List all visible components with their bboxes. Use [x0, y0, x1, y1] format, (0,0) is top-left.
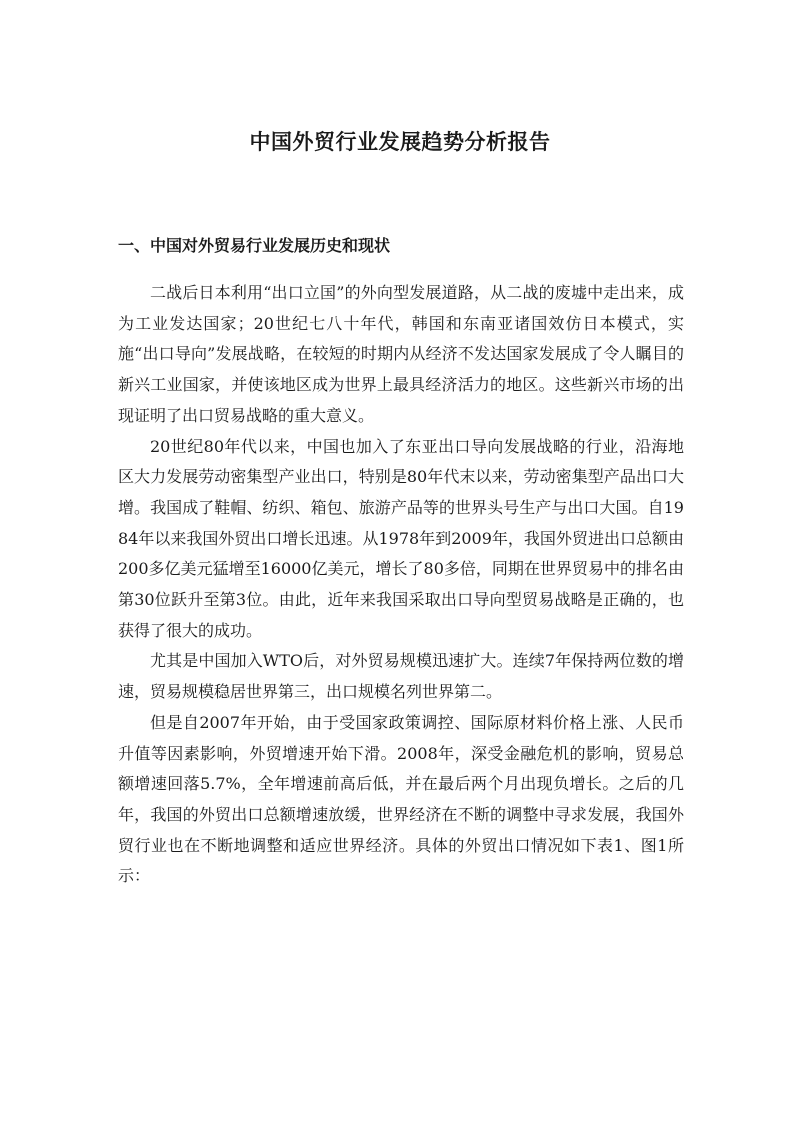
paragraph-1: 二战后日本利用“出口立国”的外向型发展道路，从二战的废墟中走出来，成为工业发达国家；20世纪七八十年代，韩国和东南亚诸国效仿日本模式，实施“出口导向”发展战略，在较短的时期内从经济不发达国家发展成了令人瞩目的新兴工业国家，并使该地区成为世界上最具经济活力的地区。这些新兴市场的出现证明了出口贸易战略的重大意义。: [118, 283, 684, 425]
paragraph-2: 20世纪80年代以来，中国也加入了东亚出口导向发展战略的行业，沿海地区大力发展劳动密集型产业出口，特别是80年代末以来，劳动密集型产品出口大增。我国成了鞋帽、纺织、箱包、旅游产品等的世界头号生产与出口大国。自1984年以来我国外贸出口增长迅速。从1978年到2009年，我国外贸进出口总额由200多亿美元猛增至16000亿美元，增长了80多倍，同期在世界贸易中的排名由第30位跃升至第3位。由此，近年来我国采取出口导向型贸易战略是正确的，也获得了很大的成功。: [118, 436, 684, 640]
document-title: 中国外贸行业发展趋势分析报告: [249, 129, 551, 154]
paragraph-4: 但是自2007年开始，由于受国家政策调控、国际原材料价格上涨、人民币升值等因素影响，外贸增速开始下滑。2008年，深受金融危机的影响，贸易总额增速回落5.7%，全年增速前高后低，并在最后两个月出现负增长。之后的几年，我国的外贸出口总额增速放缓，世界经济在不断的调整中寻求发展，我国外贸行业也在不断地调整和适应世界经济。具体的外贸出口情况如下表1、图1所示：: [118, 712, 684, 886]
body-text: [118, 278, 684, 892]
section-heading: 一、中国对外贸易行业发展历史和现状: [118, 236, 391, 255]
paragraph-3: 尤其是中国加入WTO后，对外贸易规模迅速扩大。连续7年保持两位数的增速，贸易规模稳居世界第三，出口规模名列世界第二。: [118, 651, 684, 702]
